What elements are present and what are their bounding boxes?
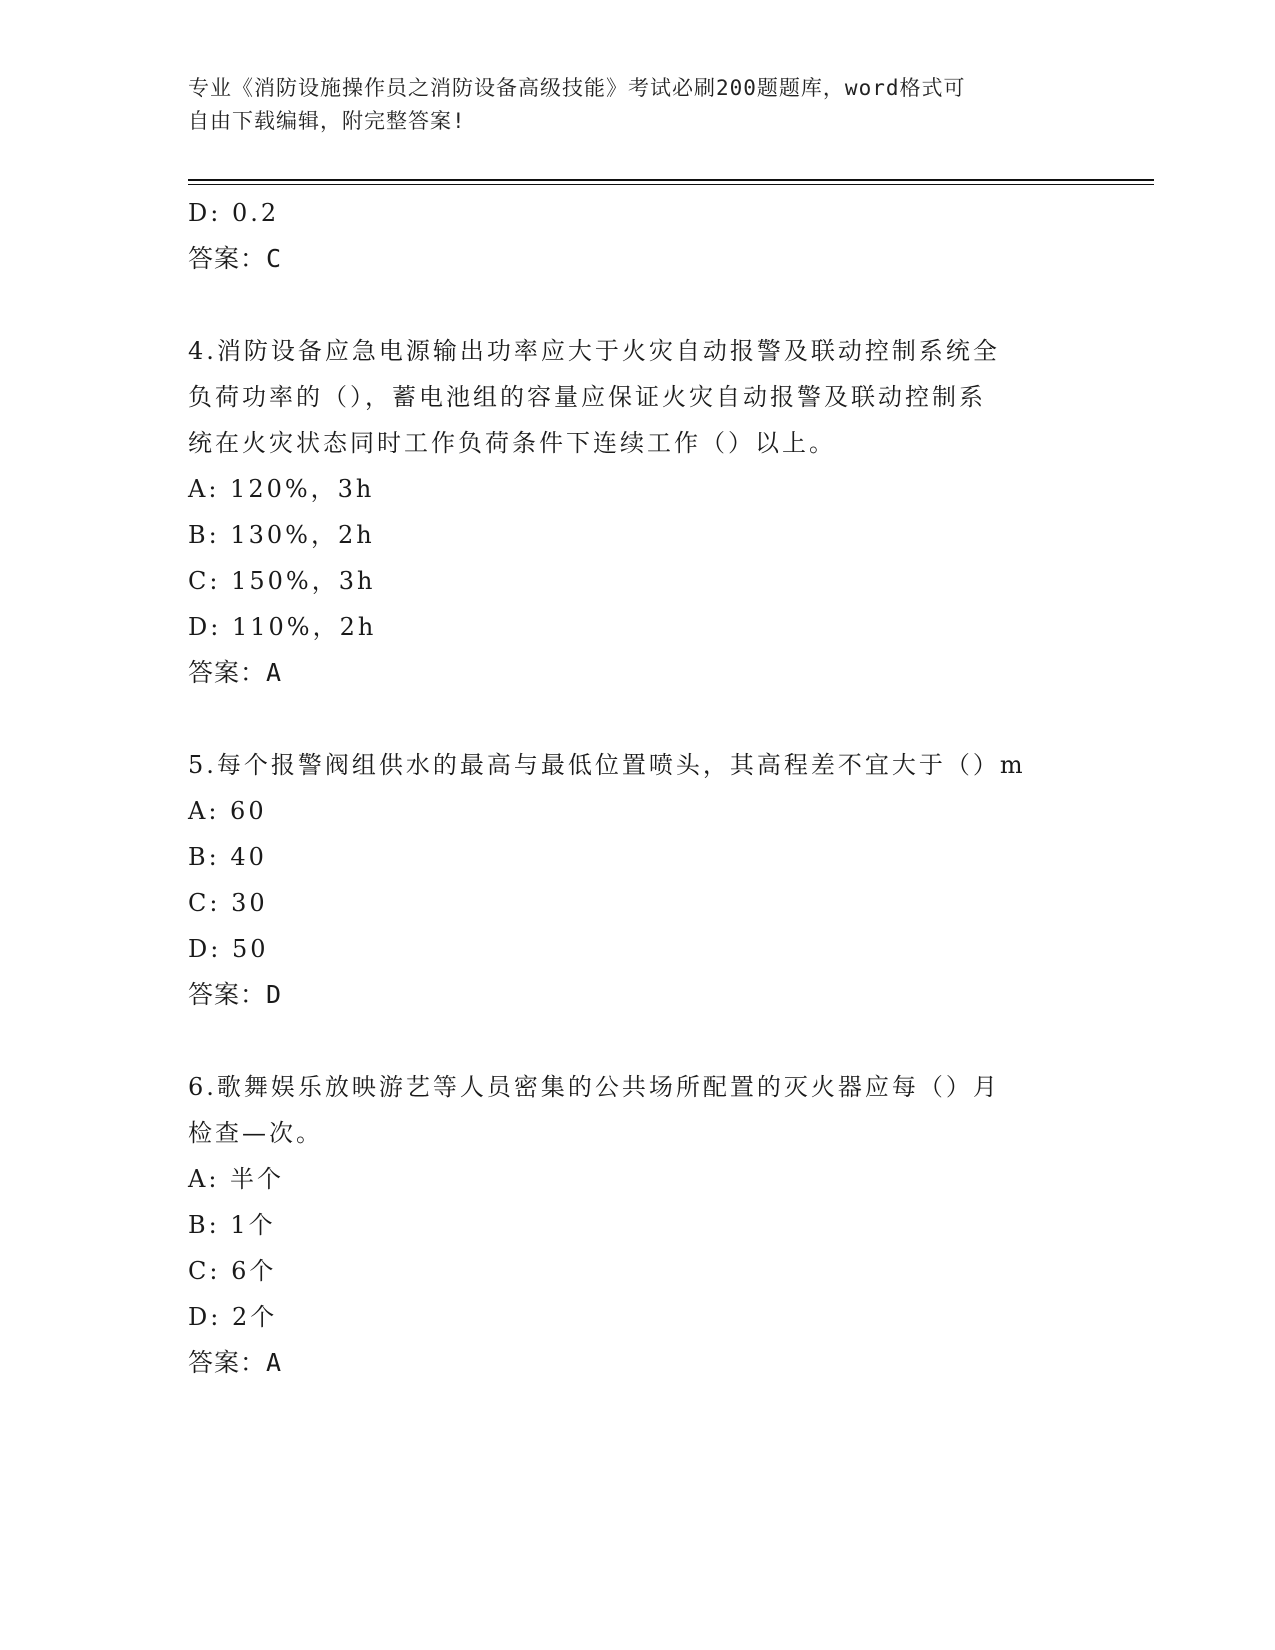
question-text-line: 6.歌舞娱乐放映游艺等人员密集的公共场所配置的灭火器应每（）月 [188,1073,1000,1101]
header-divider-thin [188,184,1154,185]
answer-label: 答案：D [188,980,283,1009]
option-b: B: 1个 [188,1211,276,1239]
option-a: A: 120%，3h [188,475,375,503]
option-a: A: 60 [188,797,267,825]
option-d: D: 0.2 [188,199,280,227]
option-c: C: 6个 [188,1257,277,1285]
header-title-line-2: 自由下载编辑，附完整答案! [188,109,466,133]
option-b: B: 40 [188,843,267,871]
question-6 [188,1064,1088,1386]
spacer [188,282,1088,328]
header-title-line-1: 专业《消防设施操作员之消防设备高级技能》考试必刷200题题库，word格式可 [188,76,966,100]
option-d: D: 110%，2h [188,613,377,641]
question-3-tail [188,190,1088,282]
document-header [188,72,1088,138]
question-5 [188,742,1088,1018]
option-d: D: 50 [188,935,269,963]
question-text-line: 统在火灾状态同时工作负荷条件下连续工作（）以上。 [188,429,836,457]
option-d: D: 2个 [188,1303,278,1331]
answer-label: 答案：C [188,244,283,273]
spacer [188,1018,1088,1064]
question-text-line: 5.每个报警阀组供水的最高与最低位置喷头，其高程差不宜大于（）m [188,751,1026,779]
question-text-line: 检查—次。 [188,1119,323,1147]
spacer [188,696,1088,742]
header-divider-thick [188,179,1154,181]
question-text-line: 负荷功率的（），蓄电池组的容量应保证火灾自动报警及联动控制系 [188,383,986,411]
option-c: C: 30 [188,889,268,917]
option-a: A: 半个 [188,1165,285,1193]
question-text-line: 4.消防设备应急电源输出功率应大于火灾自动报警及联动控制系统全 [188,337,1000,365]
answer-label: 答案：A [188,658,283,687]
document-body [188,190,1088,1386]
option-c: C: 150%，3h [188,567,376,595]
answer-label: 答案：A [188,1348,283,1377]
option-b: B: 130%，2h [188,521,375,549]
question-4 [188,328,1088,696]
